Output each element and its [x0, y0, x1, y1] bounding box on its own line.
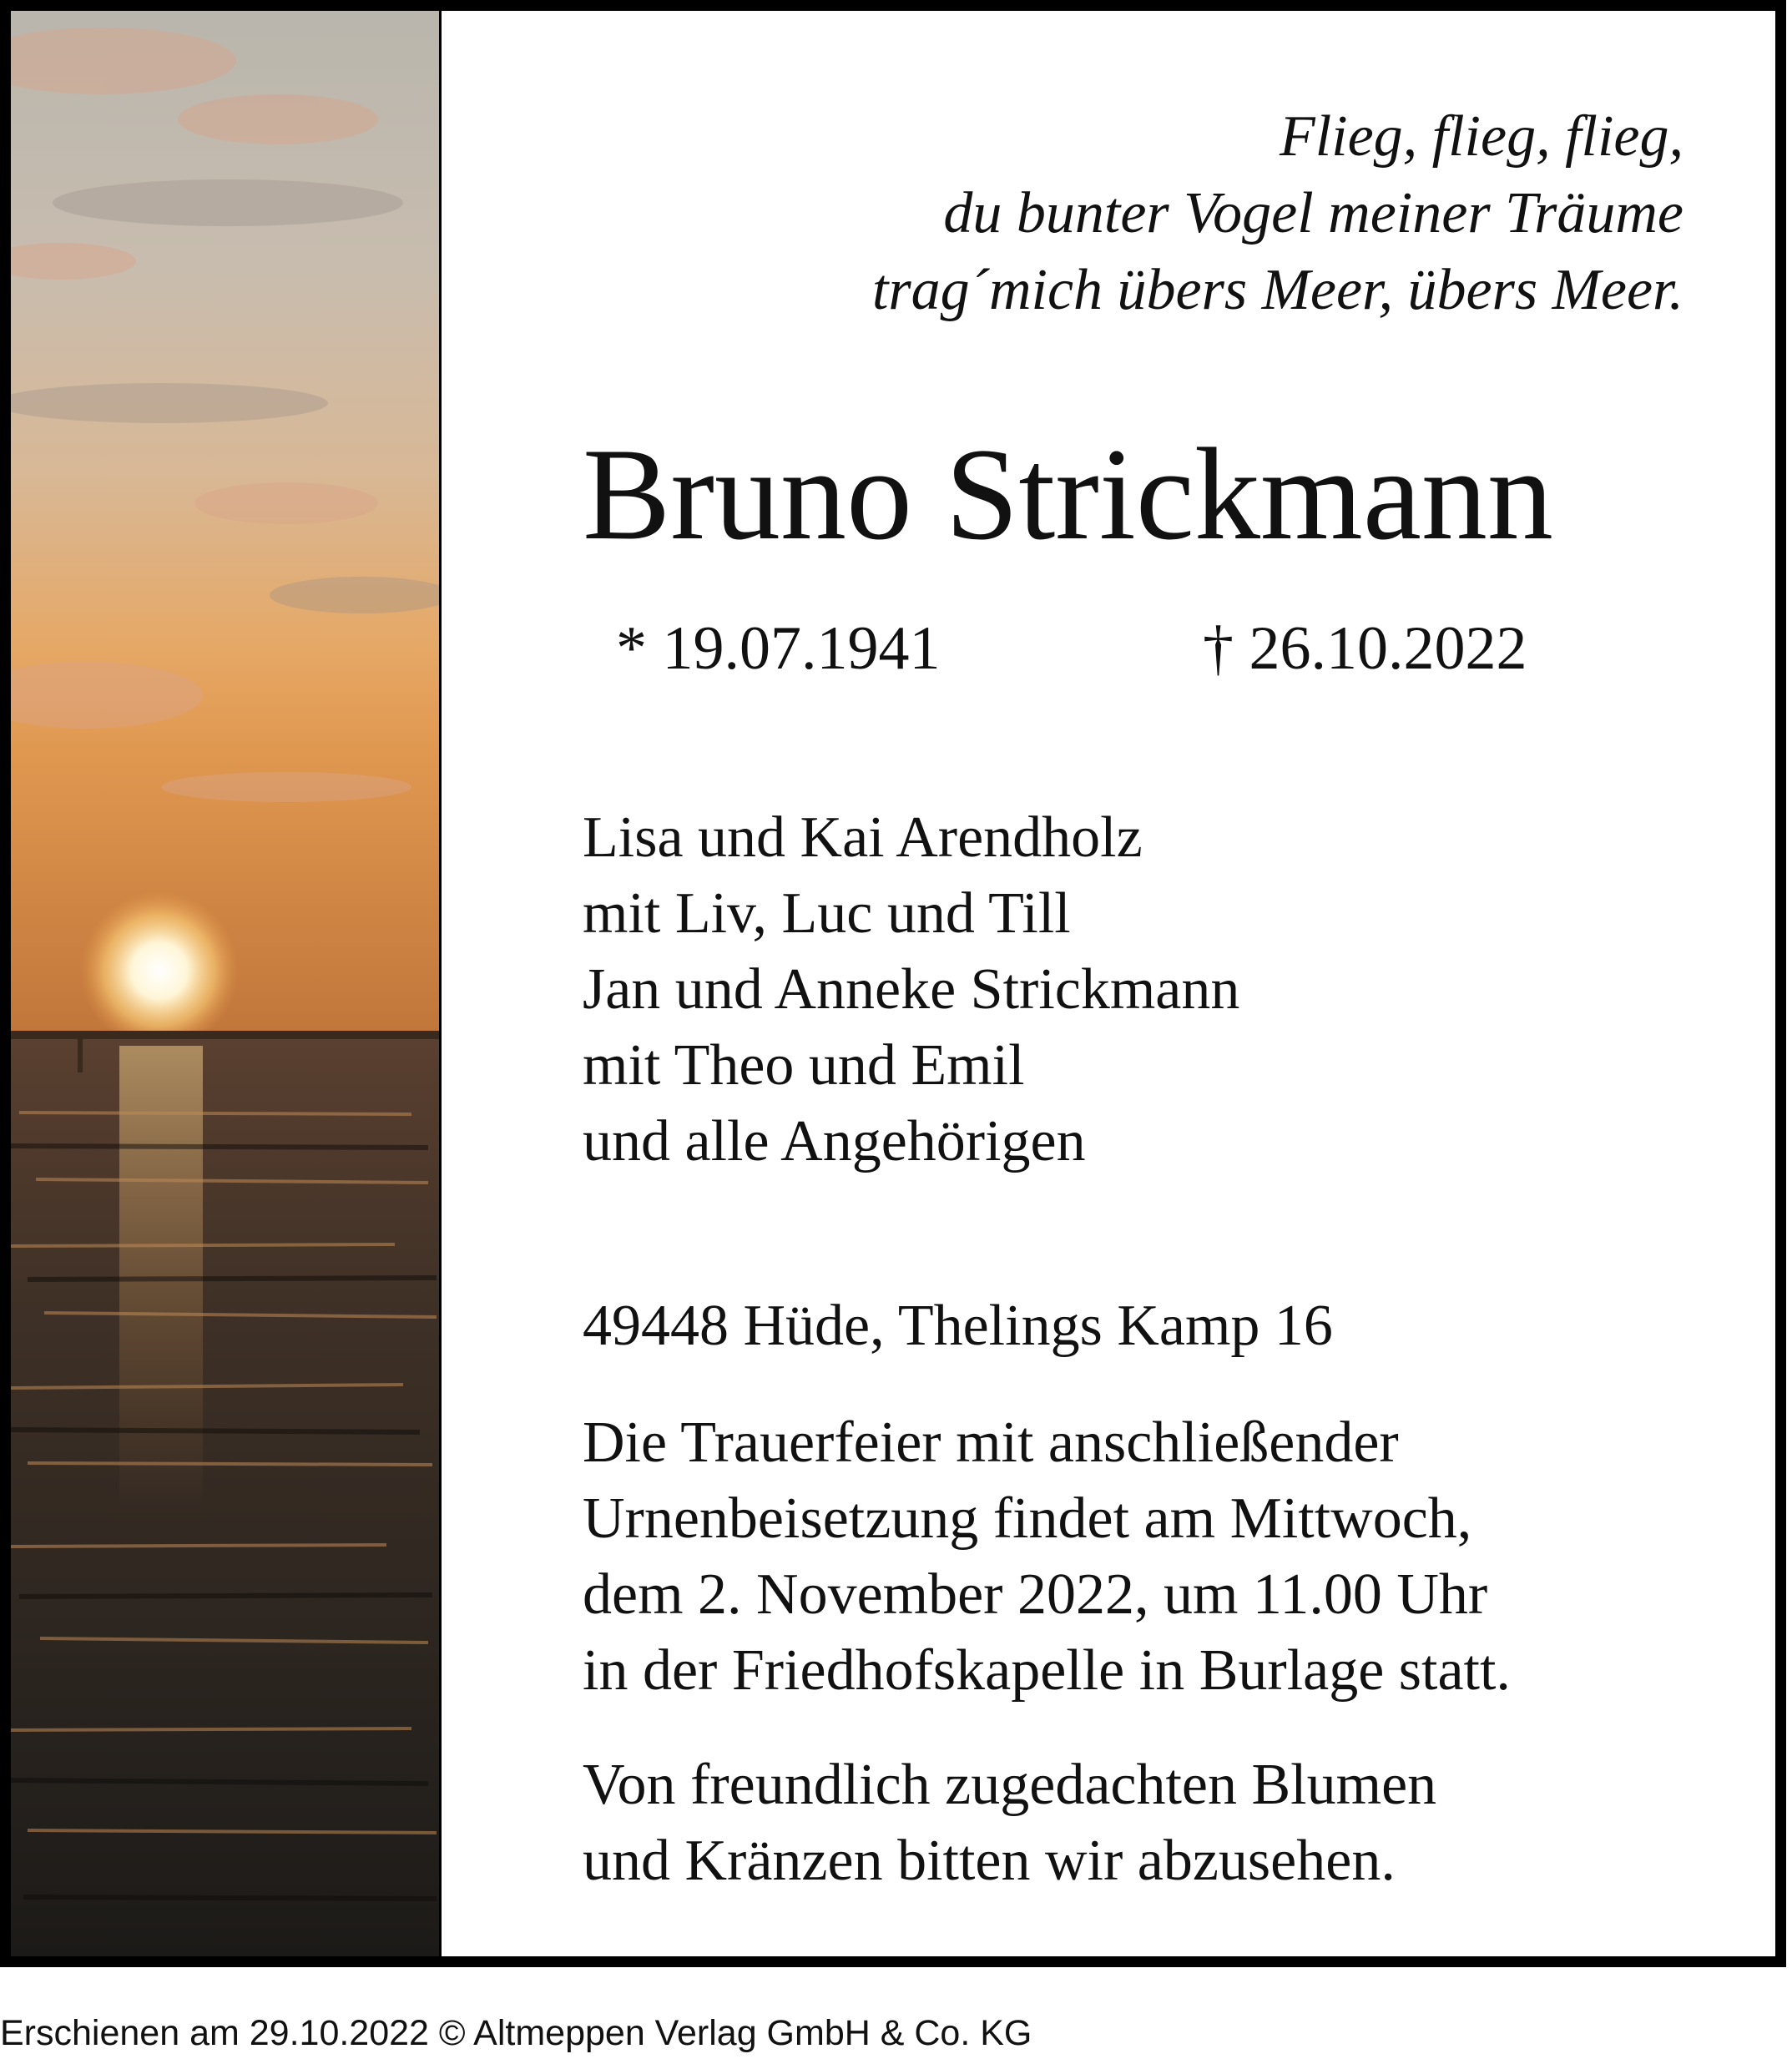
notice-text	[583, 11, 1683, 1956]
service-line: Urnenbeisetzung findet am Mittwoch,	[583, 1486, 1472, 1551]
mourner-line: mit Liv, Luc und Till	[583, 881, 1071, 946]
publication-footer: Erschienen am 29.10.2022 © Altmeppen Verlag GmbH & Co. KG	[0, 2013, 1032, 2053]
service-info	[583, 1405, 1511, 1708]
flowers-line: Von freundlich zugedachten Blumen	[583, 1753, 1437, 1817]
mourner-line: Jan und Anneke Strickmann	[583, 957, 1240, 1022]
mourner-line: mit Theo und Emil	[583, 1033, 1025, 1098]
verse-line: trag´mich übers Meer, übers Meer.	[871, 258, 1683, 322]
deceased-name: Bruno Strickmann	[583, 421, 1553, 568]
birth-date: * 19.07.1941	[616, 614, 941, 683]
verse	[872, 98, 1683, 329]
verse-line: Flieg, flieg, flieg,	[1279, 104, 1683, 169]
service-line: in der Friedhofskapelle in Burlage statt.	[583, 1638, 1511, 1703]
mourner-line: und alle Angehörigen	[583, 1109, 1086, 1173]
flowers-line: und Kränzen bitten wir abzusehen.	[583, 1829, 1396, 1893]
flowers-request	[583, 1747, 1436, 1899]
mourners	[583, 800, 1239, 1179]
sunset-image	[11, 11, 439, 1956]
service-line: dem 2. November 2022, um 11.00 Uhr	[583, 1562, 1488, 1627]
address: 49448 Hüde, Thelings Kamp 16	[583, 1294, 1333, 1358]
death-date: † 26.10.2022	[1203, 614, 1527, 683]
service-line: Die Trauerfeier mit anschließender	[583, 1410, 1399, 1475]
mourner-line: Lisa und Kai Arendholz	[583, 805, 1143, 870]
sunset-sea-photo	[11, 11, 442, 1956]
verse-line: du bunter Vogel meiner Träume	[943, 181, 1683, 245]
